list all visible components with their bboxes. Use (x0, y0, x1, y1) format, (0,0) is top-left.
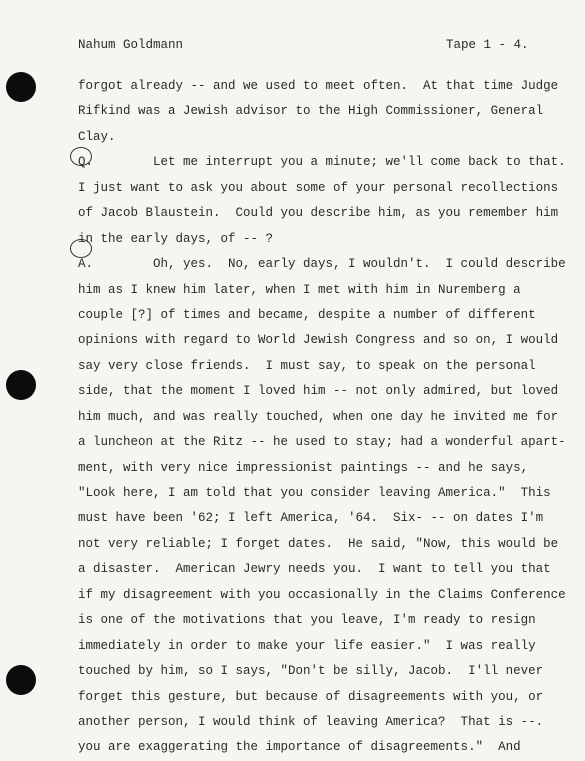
transcript-body (78, 74, 566, 761)
transcript-line: I just want to ask you about some of your personal recollections (78, 180, 559, 195)
transcript-line: Rifkind was a Jewish advisor to the High Commissioner, General (78, 104, 544, 119)
transcript-line: in the early days, of -- ? (78, 231, 274, 246)
punch-hole-top (6, 72, 36, 102)
header-interviewee-name: Nahum Goldmann (78, 38, 184, 52)
transcript-line: must have been '62; I left America, '64. Six- -- on dates I'm (78, 511, 544, 526)
transcript-line: you are exaggerating the importance of disagreements." And (78, 740, 521, 755)
transcript-line: him as I knew him later, when I met with him in Nuremberg a (78, 282, 521, 297)
transcript-line: ment, with very nice impressionist paintings -- and he says, (78, 460, 529, 475)
transcript-line: Clay. (78, 129, 116, 144)
transcript-line: touched by him, so I says, "Don't be silly, Jacob. I'll never (78, 664, 544, 679)
transcript-line: say very close friends. I must say, to speak on the personal (78, 358, 536, 373)
header-tape-number: Tape 1 - 4. (446, 38, 529, 52)
transcript-line-question: Q. Let me interrupt you a minute; we'll come back to that. (78, 155, 566, 170)
transcript-line: not very reliable; I forget dates. He said, "Now, this would be (78, 536, 559, 551)
transcript-line: side, that the moment I loved him -- not only admired, but loved (78, 384, 559, 399)
transcript-line: opinions with regard to World Jewish Congress and so on, I would (78, 333, 559, 348)
transcript-line: if my disagreement with you occasionally in the Claims Conference (78, 587, 566, 602)
transcript-line: "Look here, I am told that you consider leaving America." This (78, 486, 551, 500)
transcript-line: a luncheon at the Ritz -- he used to stay; had a wonderful apart- (78, 435, 566, 450)
transcript-line: forget this gesture, but because of disagreements with you, or (78, 689, 544, 704)
punch-hole-middle (6, 370, 36, 400)
transcript-line: forgot already -- and we used to meet often. At that time Judge (78, 79, 559, 93)
transcript-line: of Jacob Blaustein. Could you describe him, as you remember him (78, 206, 559, 221)
transcript-line-answer: A. Oh, yes. No, early days, I wouldn't. I could describe (78, 257, 566, 272)
transcript-line: another person, I would think of leaving America? That is --. (78, 714, 544, 729)
transcript-line: him much, and was really touched, when one day he invited me for (78, 409, 559, 424)
transcript-line: couple [?] of times and became, despite a number of different (78, 307, 536, 322)
transcript-line: a disaster. American Jewry needs you. I want to tell you that (78, 562, 551, 577)
punch-hole-bottom (6, 665, 36, 695)
transcript-line: is one of the motivations that you leave, I'm ready to resign (78, 613, 536, 628)
transcript-line: immediately in order to make your life easier." I was really (78, 638, 536, 653)
